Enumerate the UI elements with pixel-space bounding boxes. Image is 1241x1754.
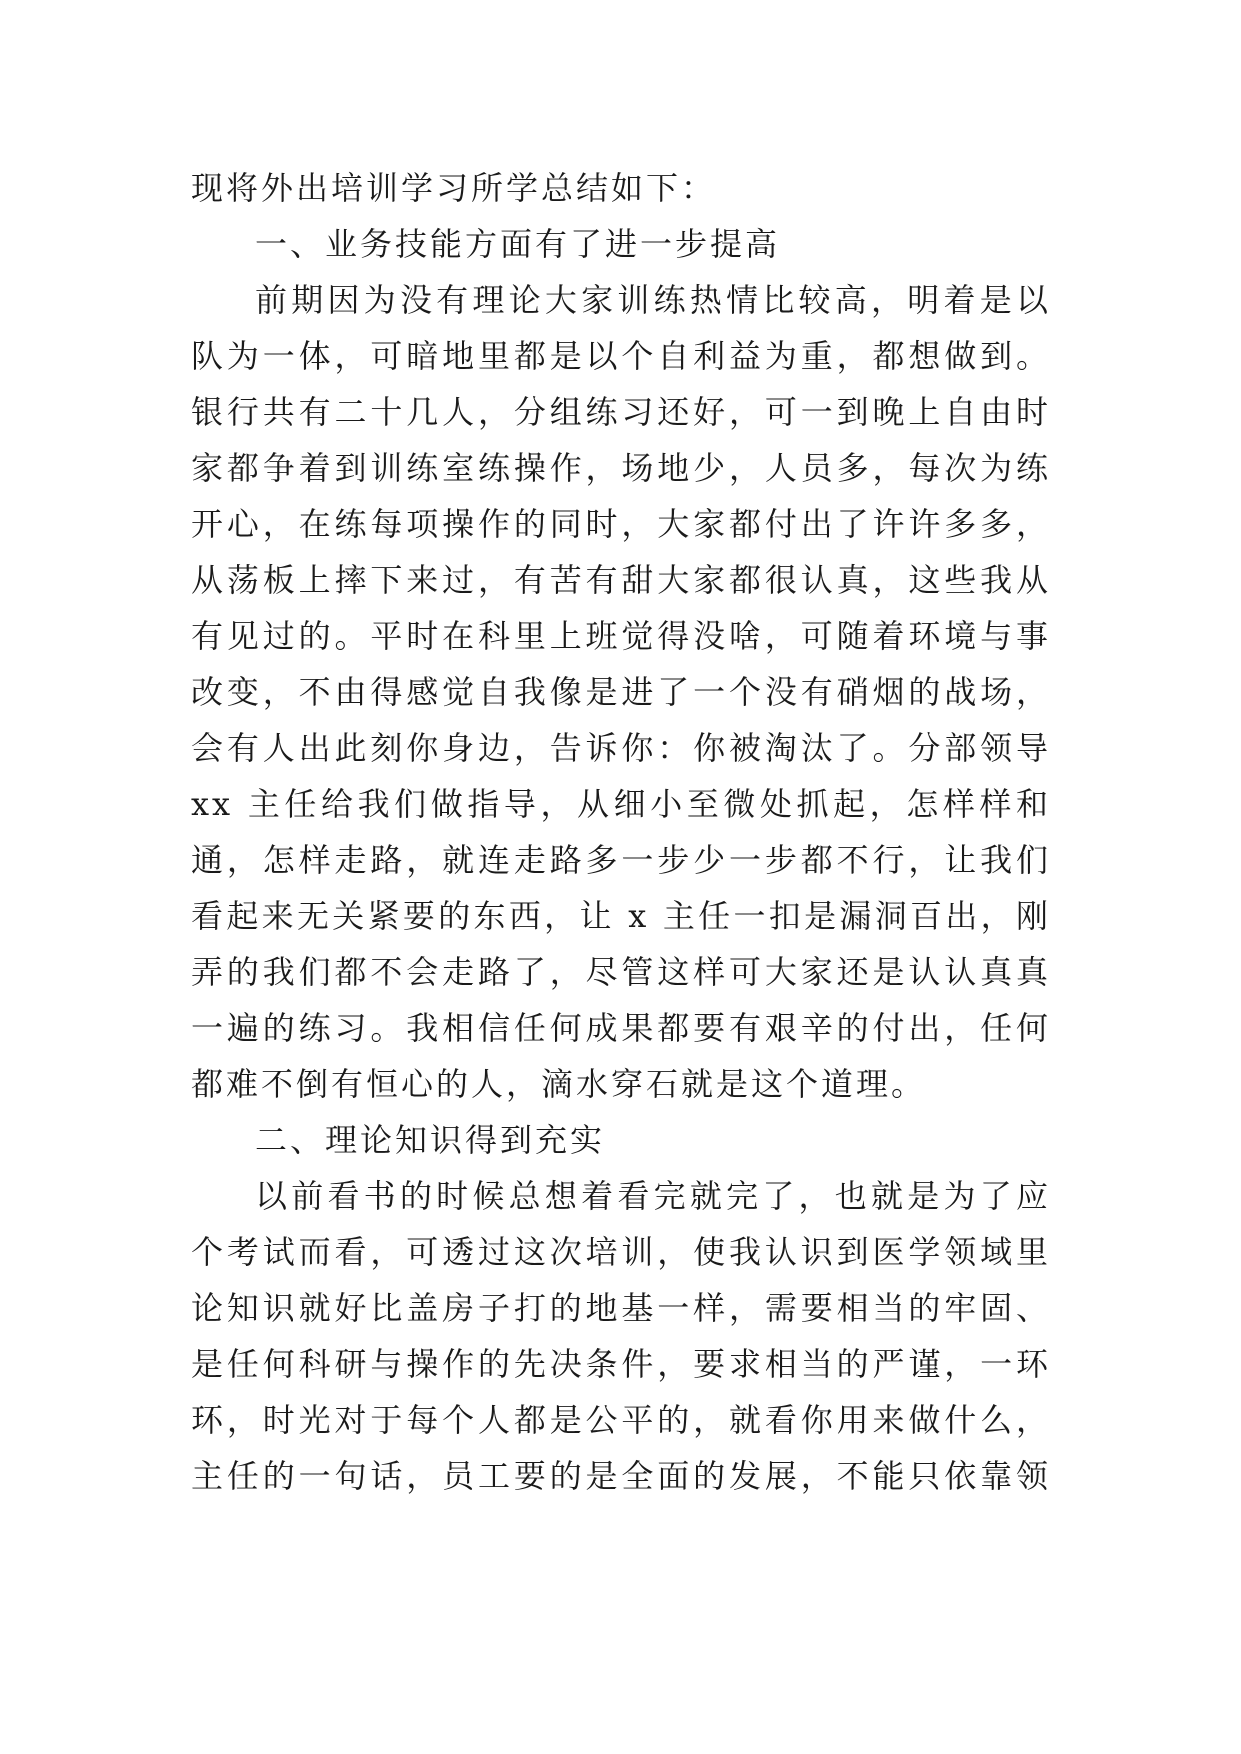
text-line: xx 主任给我们做指导，从细小至微处抓起，怎样样和 bbox=[191, 785, 1051, 823]
text-line: 看起来无关紧要的东西，让 x 主任一扣是漏洞百出，刚 bbox=[191, 897, 1051, 935]
body-text bbox=[191, 160, 1051, 1504]
text-line: 现将外出培训学习所学总结如下： bbox=[191, 169, 717, 207]
text-line: 通，怎样走路，就连走路多一步少一步都不行，让我们 bbox=[191, 841, 1051, 879]
text-line: 会有人出此刻你身边，告诉你：你被淘汰了。分部领导 bbox=[191, 729, 1051, 767]
text-line: 环，时光对于每个人都是公平的，就看你用来做什么， bbox=[191, 1401, 1051, 1439]
text-line: 银行共有二十几人，分组练习还好，可一到晚上自由时 bbox=[191, 393, 1051, 431]
text-line: 弄的我们都不会走路了，尽管这样可大家还是认认真真 bbox=[191, 953, 1051, 991]
section-heading: 二、理论知识得到充实 bbox=[255, 1121, 606, 1159]
section-heading: 一、业务技能方面有了进一步提高 bbox=[255, 225, 781, 263]
text-line: 主任的一句话，员工要的是全面的发展，不能只依靠领 bbox=[191, 1457, 1051, 1495]
text-line: 个考试而看，可透过这次培训，使我认识到医学领域里 bbox=[191, 1233, 1051, 1271]
text-line: 从荡板上摔下来过，有苦有甜大家都很认真，这些我从 bbox=[191, 561, 1051, 599]
text-line: 有见过的。平时在科里上班觉得没啥，可随着环境与事 bbox=[191, 617, 1051, 655]
text-line: 以前看书的时候总想着看完就完了，也就是为了应 bbox=[255, 1177, 1051, 1215]
text-line: 论知识就好比盖房子打的地基一样，需要相当的牢固、 bbox=[191, 1289, 1051, 1327]
text-line: 家都争着到训练室练操作，场地少，人员多，每次为练 bbox=[191, 449, 1051, 487]
text-line: 是任何科研与操作的先决条件，要求相当的严谨，一环 bbox=[191, 1345, 1051, 1383]
text-line: 改变，不由得感觉自我像是进了一个没有硝烟的战场， bbox=[191, 673, 1051, 711]
text-line: 前期因为没有理论大家训练热情比较高，明着是以 bbox=[255, 281, 1051, 319]
text-line: 队为一体，可暗地里都是以个自利益为重，都想做到。 bbox=[191, 337, 1051, 375]
text-line: 都难不倒有恒心的人，滴水穿石就是这个道理。 bbox=[191, 1065, 927, 1103]
text-line: 一遍的练习。我相信任何成果都要有艰辛的付出，任何 bbox=[191, 1009, 1051, 1047]
text-line: 开心，在练每项操作的同时，大家都付出了许许多多， bbox=[191, 505, 1051, 543]
